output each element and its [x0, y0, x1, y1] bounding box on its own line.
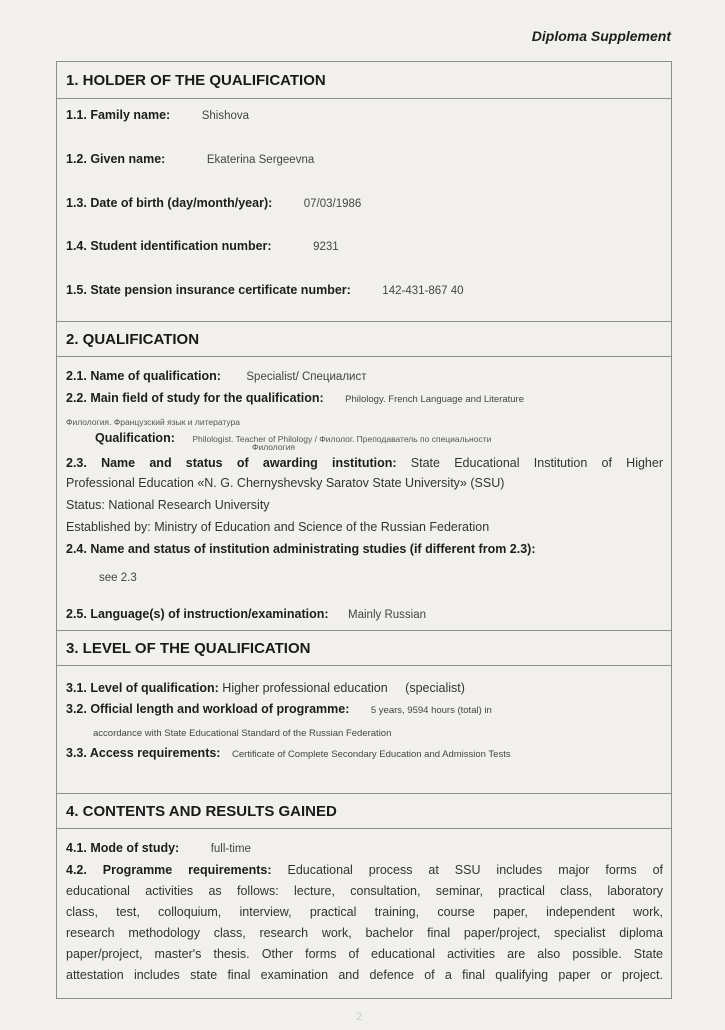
- qualification-name-label: 2.1. Name of qualification:: [66, 369, 221, 383]
- section-1-heading: 1. HOLDER OF THE QUALIFICATION: [57, 62, 671, 99]
- programme-length-row: [66, 702, 492, 716]
- level-row: [66, 681, 465, 695]
- field-of-study-value: Philology. French Language and Literature: [345, 394, 525, 405]
- date-of-birth-label: 1.3. Date of birth (day/month/year):: [66, 196, 273, 210]
- programme-requirements-line-4: research methodology class, research work, bachelor final paper/project, specialist diploma: [66, 926, 663, 940]
- programme-requirements-line-1: [66, 863, 663, 877]
- qualification-value-continued: Филология: [252, 442, 296, 452]
- programme-requirements-line-6: attestation includes state final examination and defence of a final qualifying paper or project.: [66, 968, 663, 982]
- language-row: [66, 607, 426, 621]
- supplement-frame: [56, 61, 672, 999]
- qualification-label: Qualification:: [95, 431, 175, 445]
- awarding-institution-line-1: [66, 456, 663, 470]
- administrating-institution-value: see 2.3: [99, 572, 137, 584]
- section-2-heading: 2. QUALIFICATION: [57, 321, 671, 357]
- document-type-title: Diploma Supplement: [531, 28, 671, 44]
- qualification-name-value: Specialist/ Специалист: [246, 371, 367, 383]
- programme-length-label: 3.2. Official length and workload of programme:: [66, 702, 350, 716]
- awarding-institution-value: State Educational Institution of Higher: [410, 456, 663, 470]
- administrating-institution-row: [66, 542, 536, 556]
- student-id-label: 1.4. Student identification number:: [66, 239, 272, 253]
- awarding-institution-label: 2.3. Name and status of awarding institution:: [66, 456, 397, 470]
- programme-requirements-label: 4.2. Programme requirements:: [66, 863, 272, 877]
- language-label: 2.5. Language(s) of instruction/examination:: [66, 607, 329, 621]
- date-of-birth-value: 07/03/1986: [303, 198, 362, 210]
- mode-of-study-label: 4.1. Mode of study:: [66, 841, 180, 855]
- page-number: 2: [356, 1011, 363, 1023]
- pension-certificate-label: 1.5. State pension insurance certificate number:: [66, 283, 351, 297]
- programme-requirements-line-3: class, test, colloquium, interview, practical training, course paper, independent work,: [66, 905, 663, 919]
- section-3-heading: 3. LEVEL OF THE QUALIFICATION: [57, 630, 671, 666]
- family-name-label: 1.1. Family name:: [66, 108, 171, 122]
- level-value: Higher professional education: [222, 681, 388, 695]
- field-of-study-label: 2.2. Main field of study for the qualification:: [66, 391, 324, 405]
- qualification-value: Philologist. Teacher of Philology / Филолог. Преподаватель по специальности: [192, 434, 492, 444]
- awarding-institution-line-2: Professional Education «N. G. Chernyshevsky Saratov State University» (SSU): [66, 476, 505, 490]
- pension-certificate-value: 142-431-867 40: [382, 285, 464, 297]
- level-value-qualifier: (specialist): [405, 681, 465, 695]
- programme-requirements-line-5: paper/project, master's thesis. Other forms of educational activities are also possible. State: [66, 947, 663, 961]
- student-id-row: [66, 239, 339, 253]
- family-name-value: Shishova: [201, 110, 250, 122]
- language-value: Mainly Russian: [348, 609, 426, 621]
- administrating-institution-label: 2.4. Name and status of institution administrating studies (if different from 2.3):: [66, 542, 536, 556]
- access-requirements-label: 3.3. Access requirements:: [66, 746, 221, 760]
- institution-established-by: Established by: Ministry of Education and Science of the Russian Federation: [66, 520, 490, 534]
- family-name-row: [66, 108, 249, 122]
- date-of-birth-row: [66, 196, 361, 210]
- level-label: 3.1. Level of qualification:: [66, 681, 219, 695]
- field-of-study-russian: Филология. Французский язык и литература: [66, 417, 241, 427]
- mode-of-study-value: full-time: [210, 843, 251, 855]
- institution-status: Status: National Research University: [66, 498, 270, 512]
- programme-length-value: 5 years, 9594 hours (total) in: [370, 705, 492, 716]
- field-of-study-row: [66, 391, 524, 405]
- qualification-name-row: [66, 369, 366, 383]
- access-requirements-value: Certificate of Complete Secondary Education and Admission Tests: [231, 749, 511, 760]
- given-name-label: 1.2. Given name:: [66, 152, 166, 166]
- student-id-value: 9231: [313, 241, 339, 253]
- programme-requirements-line-2: educational activities as follows: lecture, consultation, seminar, practical class, laboratory: [66, 884, 663, 898]
- given-name-value: Ekaterina Sergeevna: [206, 154, 315, 166]
- programme-length-value-continued: accordance with State Educational Standard of the Russian Federation: [93, 728, 392, 739]
- programme-requirements-text: Educational process at SSU includes major forms of: [287, 863, 664, 877]
- section-4-heading: 4. CONTENTS AND RESULTS GAINED: [57, 793, 671, 829]
- access-requirements-row: [66, 746, 511, 760]
- given-name-row: [66, 152, 314, 166]
- mode-of-study-row: [66, 841, 251, 855]
- pension-certificate-row: [66, 283, 464, 297]
